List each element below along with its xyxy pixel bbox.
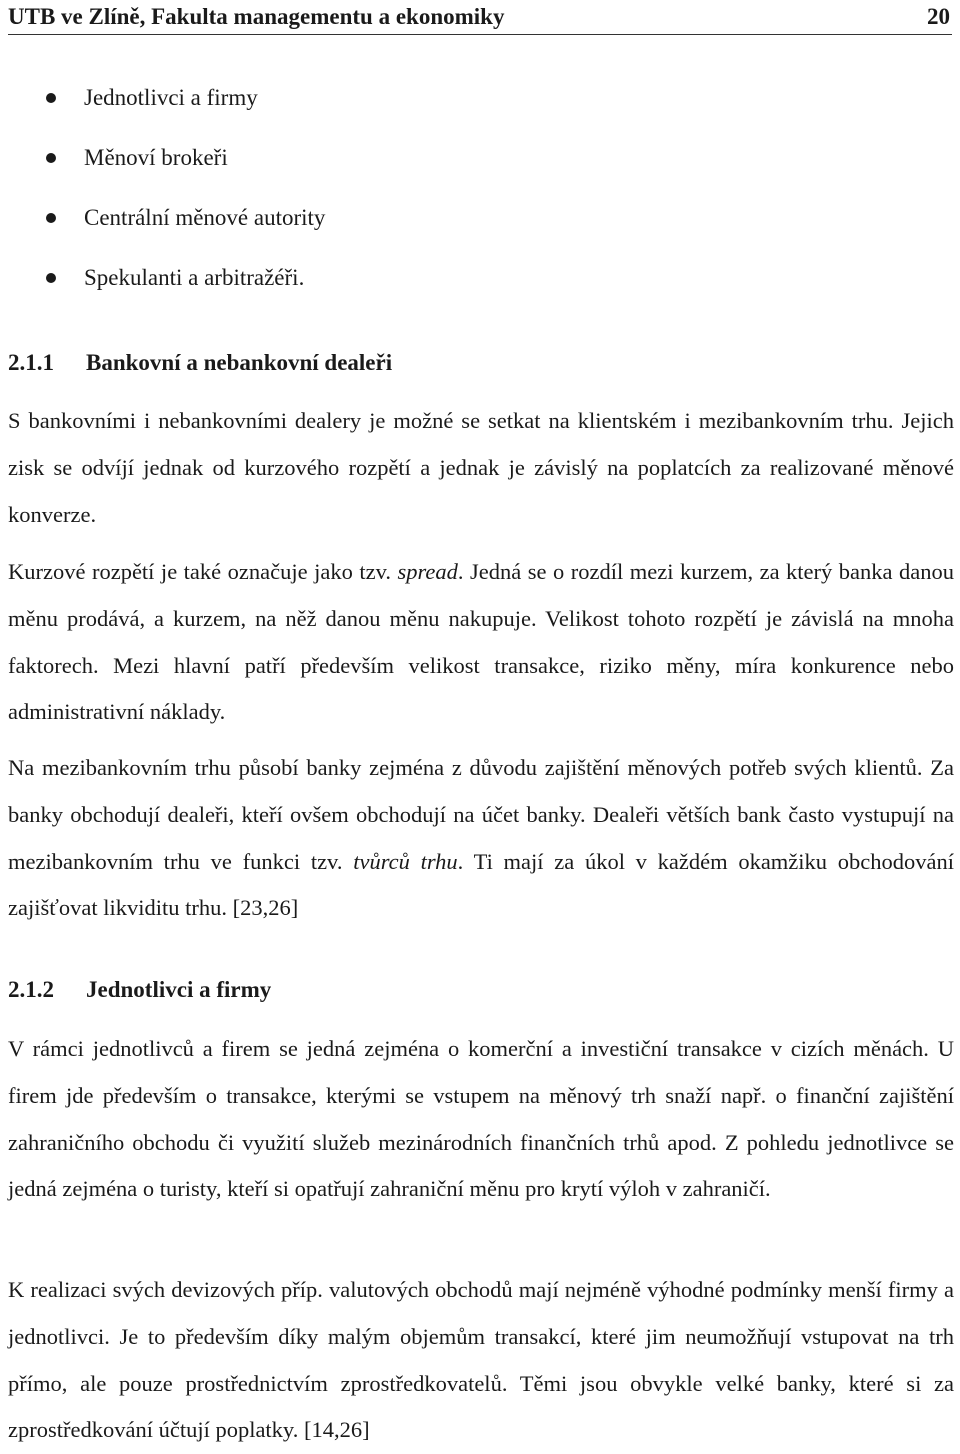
- paragraph-text: Na mezibankovním trhu působí banky zejména z důvodu zajištění měnových potřeb svých klientů. Za banky obchodují dealeři, kteří ovšem obchodují na účet banky. Dealeři větších bank často vystupují na mezibankovním trhu ve funkci tzv.: [8, 755, 954, 874]
- bullet-icon: [46, 273, 56, 283]
- page-number: 20: [927, 4, 950, 29]
- paragraph-individuals-firms: [8, 1026, 954, 1213]
- section-heading-2-1-1: [8, 348, 392, 378]
- bullet-icon: [46, 93, 56, 103]
- paragraph-text: V rámci jednotlivců a firem se jedná zejména o komerční a investiční transakce v cizích měnách. U firem jde především o transakce, kterými se vstupem na měnový trh snaží např. o finanční zajištění zahraničního obchodu či využití služeb mezinárodních finančních trhů apod. Z pohledu jednotlivce se jedná zejména o turisty, kteří si opatřují zahraniční měnu pro krytí výloh v zahraničí.: [8, 1036, 954, 1202]
- bullet-icon: [46, 153, 56, 163]
- paragraph-text: S bankovními i nebankovními dealery je možné se setkat na klientském i mezibankovním trhu. Jejich zisk se odvíjí jednak od kurzového rozpětí a jednak je závislý na poplatcích za realizované měnové konverze.: [8, 408, 954, 527]
- paragraph-small-firms: [8, 1267, 954, 1454]
- paragraph-text: . Ti mají za úkol v každém okamžiku obchodování zajišťovat likviditu trhu. [23,26]: [8, 848, 954, 921]
- list-item-text: Spekulanti a arbitražéři.: [84, 265, 305, 290]
- section-heading-2-1-2: [8, 975, 271, 1005]
- section-number: 2.1.2: [8, 977, 54, 1002]
- list-item: [40, 136, 325, 196]
- list-item: [40, 256, 325, 316]
- list-item: [40, 76, 325, 136]
- bullet-list: [40, 76, 325, 316]
- section-number: 2.1.1: [8, 350, 54, 375]
- list-item: [40, 196, 325, 256]
- list-item-text: Měnoví brokeři: [84, 145, 228, 170]
- list-item-text: Centrální měnové autority: [84, 205, 326, 230]
- page-header: [8, 0, 952, 35]
- paragraph-text: . Jedná se o rozdíl mezi kurzem, za který banka danou měnu prodává, a kurzem, na něž danou měnu nakupuje. Velikost tohoto rozpětí je závislá na mnoha faktorech. Mezi hlavní patří především velikost transakce, riziko měny, míra konkurence nebo administrativní náklady.: [8, 559, 954, 725]
- bullet-icon: [46, 213, 56, 223]
- header-title: UTB ve Zlíně, Fakulta managementu a ekonomiky: [8, 4, 505, 29]
- paragraph-dealers-intro: [8, 398, 954, 538]
- emphasis-term: spread: [397, 559, 458, 584]
- paragraph-spread: [8, 549, 954, 736]
- emphasis-term: tvůrců trhu: [353, 848, 458, 874]
- section-title: Bankovní a nebankovní dealeři: [86, 350, 393, 375]
- paragraph-text: K realizaci svých devizových příp. valutových obchodů mají nejméně výhodné podmínky menší firmy a jednotlivci. Je to především díky malým objemům transakcí, které jim neumožňují vstupovat na trh přímo, ale pouze prostřednictvím zprostředkovatelů. Těmi jsou obvykle velké banky, které si za zprostředkování účtují poplatky. [14,26]: [8, 1277, 954, 1443]
- section-title: Jednotlivci a firmy: [86, 977, 272, 1002]
- paragraph-interbank: [8, 745, 954, 932]
- paragraph-text: Kurzové rozpětí je také označuje jako tzv.: [8, 559, 398, 584]
- list-item-text: Jednotlivci a firmy: [84, 85, 258, 110]
